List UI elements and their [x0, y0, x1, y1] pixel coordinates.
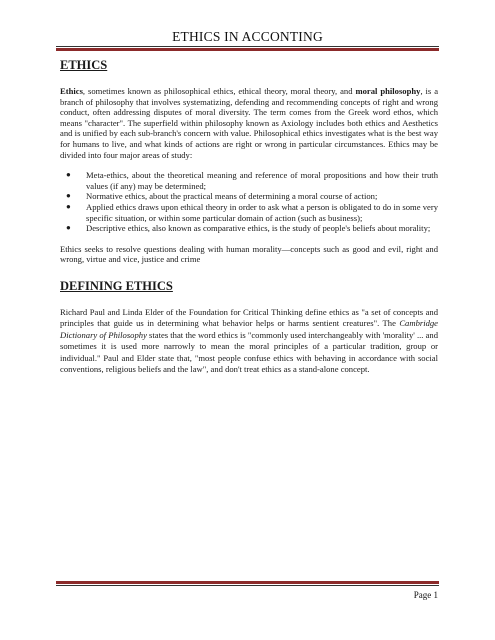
ethics-intro-paragraph	[60, 86, 438, 160]
page-header-title: ETHICS IN ACCONTING	[172, 29, 323, 44]
defining-ethics-paragraph	[60, 307, 438, 376]
list-item: ● Descriptive ethics, also known as comparative ethics, is the study of people's beliefs about morality;	[66, 223, 431, 234]
header-rule-thick	[56, 48, 439, 51]
section-heading-defining-ethics: DEFINING ETHICS	[60, 278, 173, 293]
header-rule-thin	[56, 46, 439, 47]
areas-of-study-list	[60, 170, 438, 234]
bullet-icon: ●	[66, 201, 71, 211]
bullet-icon: ●	[66, 223, 71, 233]
defining-text-b: states that the word ethics is "commonly used interchangeably with 'morality' ... and sometimes it is used more narrowly to mean the moral principles of a particular tradition, group or individual." Paul and Elder state that, "most people confuse ethics with behaving in accordance with social conventions, religious beliefs and the law", and don't treat ethics as a stand-alone concept.	[60, 329, 438, 375]
body-content	[60, 58, 438, 376]
defining-text-italic: Cambridge Dictionary of Philosophy	[60, 318, 438, 340]
ethics-closing-paragraph: Ethics seeks to resolve questions dealing with human morality—concepts such as good and evil, right and wrong, virtue and vice, justice and crime	[60, 243, 438, 265]
footer-rule-thin	[56, 585, 439, 586]
page-number: Page 1	[413, 590, 438, 600]
footer-rule-thick	[56, 581, 439, 584]
bullet-icon: ●	[66, 170, 71, 180]
intro-bold-ethics: Ethics	[60, 86, 83, 96]
intro-text-1: , sometimes known as philosophical ethics, ethical theory, moral theory, and	[82, 86, 356, 96]
intro-text-2: , is a branch of philosophy that involves systematizing, defending and recommending concepts of right and wrong conduct, often addressing disputes of moral diversity. The term comes from the Greek word ethos, which means "character". The superfield within philosophy known as Axiology includes both ethics and Aesthetics and is unified by each sub-branch's concern with value. Philosophical ethics investigates what is the best way for humans to live, and what kinds of actions are right or wrong in particular circumstances. Ethics may be divided into four major areas of study:	[60, 86, 439, 160]
section-heading-ethics: ETHICS	[60, 58, 108, 72]
bullet-icon: ●	[66, 191, 71, 201]
list-item: ● Applied ethics draws upon ethical theory in order to ask what a person is obligated to do in some very specific situation, or within some particular domain of action (such as business);	[66, 201, 438, 223]
list-item: ● Normative ethics, about the practical means of determining a moral course of action;	[66, 191, 378, 202]
intro-bold-moral-philosophy: moral philosophy	[355, 86, 421, 96]
defining-text-a: Richard Paul and Linda Elder of the Foundation for Critical Thinking define ethics as "a set of concepts and principles that guide us in determining what behavior helps or harms sentient creatures". The	[60, 306, 438, 329]
list-item: ● Meta-ethics, about the theoretical meaning and reference of moral propositions and how their truth values (if any) may be determined;	[66, 170, 438, 191]
